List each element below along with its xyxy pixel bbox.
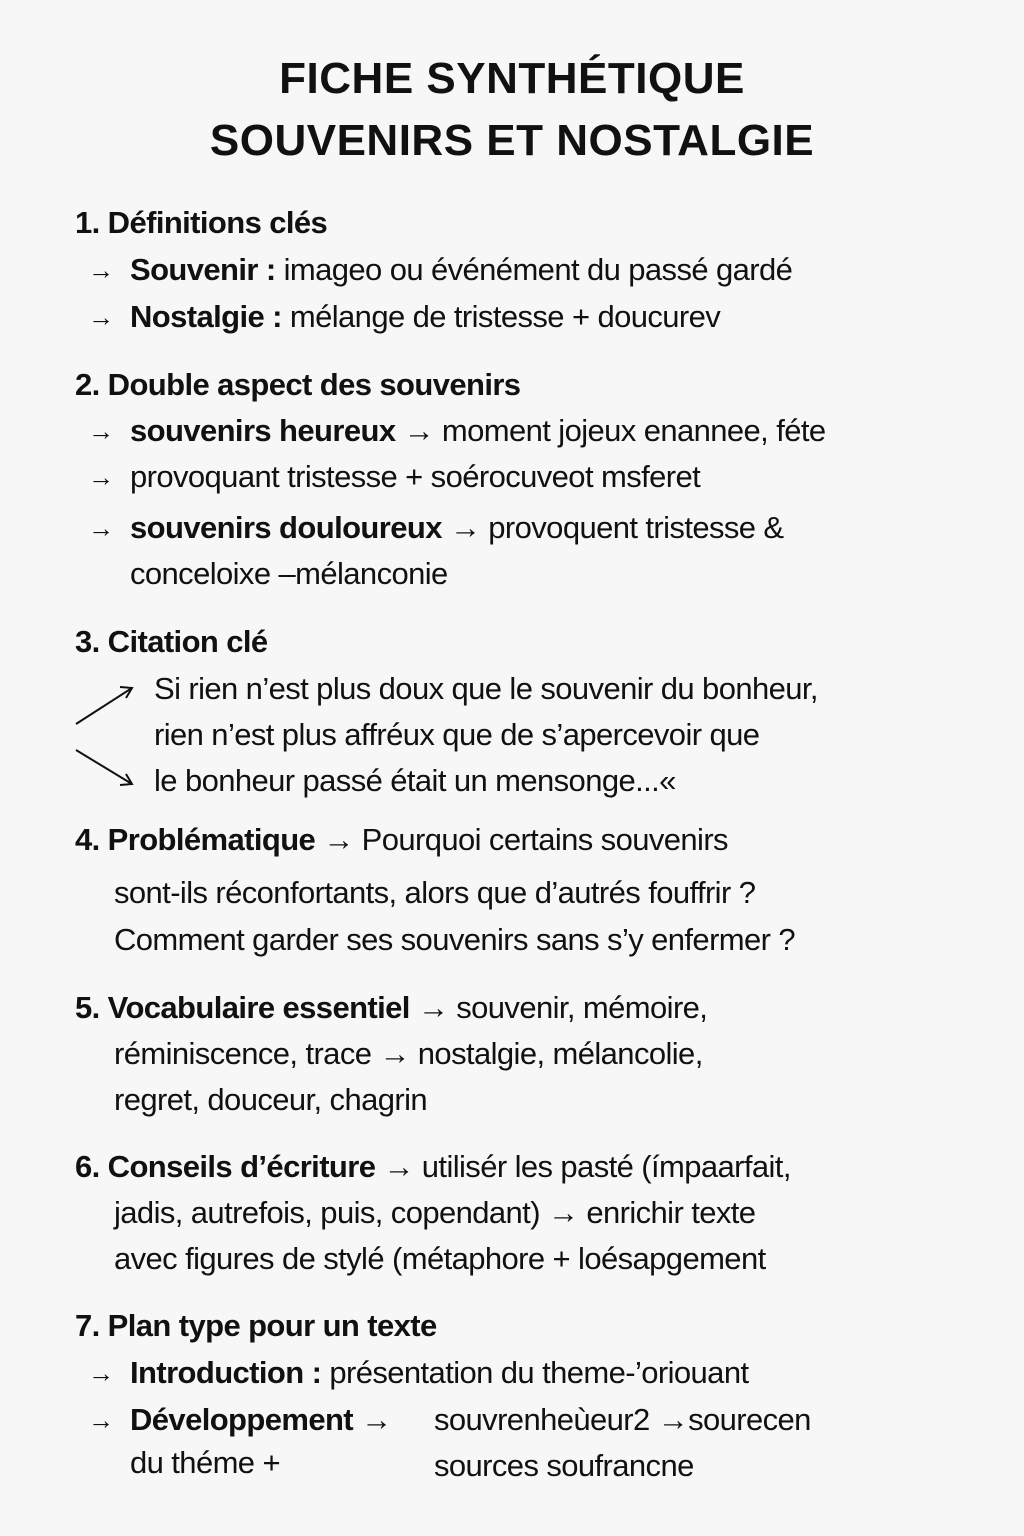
quote-line: le bonheur passé était un mensonge...« bbox=[154, 763, 676, 798]
arrow-icon: → bbox=[88, 1358, 114, 1388]
item-text: → utilisér les pasté (ímpaarfait, bbox=[375, 1149, 791, 1184]
item-text: → provoquent tristesse & bbox=[441, 510, 784, 545]
section-heading: 2. Double aspect des souvenirs bbox=[75, 367, 521, 402]
list-item bbox=[130, 411, 826, 451]
title-line-2: SOUVENIRS ET NOSTALGIE bbox=[209, 116, 815, 165]
arrow-icon: → bbox=[88, 513, 114, 543]
term: Développement → bbox=[130, 1402, 392, 1437]
arrow-icon: → bbox=[88, 1405, 114, 1435]
section-line bbox=[75, 988, 707, 1028]
item-text: → moment jojeux enannee, féte bbox=[395, 413, 826, 448]
branch-arrows-icon bbox=[72, 682, 142, 792]
section-heading: 7. Plan type pour un texte bbox=[75, 1308, 437, 1343]
item-text: → souvenir, mémoire, bbox=[409, 990, 708, 1025]
section-line: jadis, autrefois, puis, copendant) → enrichir texte bbox=[114, 1195, 756, 1230]
item-text: sources soufrancne bbox=[434, 1448, 694, 1483]
list-item bbox=[130, 1353, 748, 1393]
list-item: provoquant tristesse + soérocuveot msferet bbox=[130, 459, 701, 494]
item-text: → Pourquoi certains souvenirs bbox=[315, 822, 728, 857]
section-line: regret, douceur, chagrin bbox=[114, 1082, 428, 1117]
list-item bbox=[130, 297, 720, 337]
list-item-continuation: conceloixe –mélanconie bbox=[130, 556, 448, 591]
section-line: Comment garder ses souvenirs sans s’y enfermer ? bbox=[114, 922, 796, 957]
arrow-icon: → bbox=[88, 462, 114, 492]
term: Nostalgie : bbox=[130, 299, 282, 334]
term: Souvenir : bbox=[130, 252, 276, 287]
section-heading: 6. Conseils d’écriture bbox=[75, 1149, 376, 1184]
title-line-1: FICHE SYNTHÉTIQUE bbox=[279, 54, 745, 103]
arrow-icon: → bbox=[88, 302, 114, 332]
section-heading: 3. Citation clé bbox=[75, 624, 268, 659]
term: souvenirs heureux bbox=[130, 413, 396, 448]
section-heading: 4. Problématique bbox=[75, 822, 316, 857]
list-item-continuation: du théme + bbox=[130, 1445, 280, 1480]
section-line: sont-ils réconfortants, alors que d’autrés fouffrir ? bbox=[114, 875, 756, 910]
list-item bbox=[130, 250, 792, 290]
list-item bbox=[130, 508, 784, 548]
section-line: avec figures de stylé (métaphore + loésapgement bbox=[114, 1241, 766, 1276]
arrow-icon: → bbox=[88, 416, 114, 446]
section-heading: 5. Vocabulaire essentiel bbox=[75, 990, 410, 1025]
item-text: souvrenheùeur2 →sourecen bbox=[434, 1402, 811, 1437]
quote-line: Si rien n’est plus doux que le souvenir du bonheur, bbox=[154, 671, 818, 706]
quote-line: rien n’est plus affréux que de s’apercevoir que bbox=[154, 717, 760, 752]
term: Introduction : bbox=[130, 1355, 322, 1390]
item-text: présentation du theme-’oriouant bbox=[321, 1355, 749, 1390]
section-line: réminiscence, trace → nostalgie, mélancolie, bbox=[114, 1036, 703, 1071]
term: souvenirs douloureux bbox=[130, 510, 442, 545]
section-heading: 1. Définitions clés bbox=[75, 205, 328, 240]
section-line bbox=[75, 1147, 791, 1187]
definition: imageo ou événément du passé gardé bbox=[275, 252, 793, 287]
arrow-icon: → bbox=[88, 255, 114, 285]
definition: mélange de tristesse + doucurev bbox=[281, 299, 721, 334]
section-line bbox=[75, 820, 728, 860]
